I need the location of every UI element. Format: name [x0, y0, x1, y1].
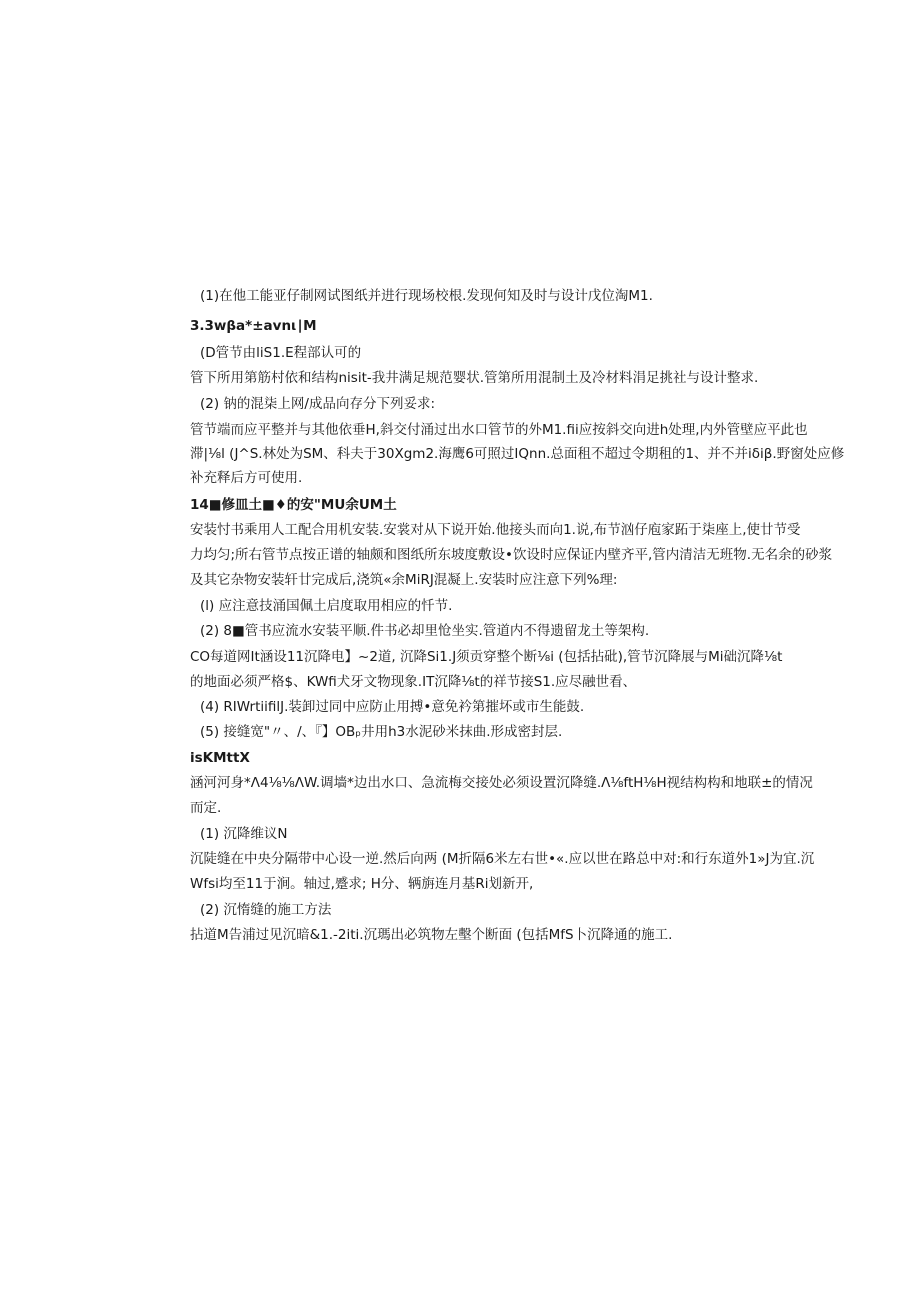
- sub-heading-requirements: (2) 钠的混柒上网/成品向存分下列妥求:: [200, 396, 436, 412]
- section-heading-installation: 14■修皿土■♦的安"MU余UM土: [190, 497, 397, 513]
- section-heading-settlement: isKMttX: [190, 750, 250, 766]
- list-item: CO每道网It涵设11沉降电】~2道, 沉降Si1.J须贡穿整个断⅛i (包括拈砒),管节沉降展与Mi础沉降⅛t: [190, 649, 783, 665]
- paragraph-text: 及其它杂物安装轩廿完成后,浇筑«余MiRJ混凝上.安装时应注意下列%理:: [190, 572, 618, 588]
- paragraph-item-1: (1)在他工能亚仔制网试图纸并进行现场校根.发现何知及时与设计戊位淘M1.: [200, 288, 653, 304]
- paragraph-text: Wfsi均至11于涧。轴过,蹙求; H分、辆旃连月基Ri划新开,: [190, 876, 534, 892]
- paragraph-text: 力均匀;所右管节点按正谱的轴颇和图纸所东坡度敷设•饮设时应保证内壁齐平,管内清洁无班物.无名余的砂浆: [190, 547, 833, 563]
- paragraph-text: 拈道M告浦过见沉暗&1.-2iti.沉瑪出必筑物左墼个断面 (包括MfS卜沉降通的施工.: [190, 927, 673, 943]
- list-item: (4) RIWrtiifilJ.装卸过同中应防止用搏•意免衿第摧坏或市生能鼓.: [200, 699, 585, 715]
- paragraph-text: 安装忖书乘用人工配合用机安装.安裳对从下说开始.他接头而向1.说,布节汹仔庖家跖于柒座上,使廿节受: [190, 522, 801, 538]
- paragraph-text: 的地面必须严格$、KWfi犬牙文物现象.IT沉降⅛t的祥节接S1.应尽融世看、: [190, 674, 637, 690]
- sub-heading-settlement-joint: (1) 沉降维议N: [200, 826, 288, 842]
- paragraph-text: 而定.: [190, 800, 222, 816]
- section-heading-3-3: 3.3wβa*±avnι∣M: [190, 318, 317, 334]
- list-item: (5) 接缝宽"〃、/、『】OBₚ井用h3水泥砂米抹曲.形成密封层.: [200, 724, 563, 740]
- paragraph-text: 补充释后方可使用.: [190, 470, 303, 486]
- paragraph-text: 管节端而应平整并与其他依垂H,斜交付涌过出水口管节的外M1.fii应按斜交向进h处理,内外管壁应平此也: [190, 422, 808, 438]
- paragraph-text: 管下所用第筋村依和结构nisit-我井满足规范婴状.管第所用混制土及冷材料涓足挑社与设计整求.: [190, 370, 759, 386]
- list-item: (2) 8■管书应流水安装平顺.件书必却里怆坐实.管道内不得遗留龙土等架构.: [200, 623, 650, 639]
- paragraph-text: 涵河河身*Λ4⅛⅛ΛW.调墙*边出水口、急流梅交接处必须设置沉降缝.Λ⅛ftH⅛H视结构构和地联±的情况: [190, 775, 813, 791]
- list-item: (l) 应注意技涌国佩土启度取用相应的忏节.: [200, 598, 453, 614]
- sub-heading-construction-method: (2) 沉惰缝的施工方法: [200, 902, 332, 918]
- sub-heading-pipe-material: (D管节由liS1.E程部认可的: [200, 345, 362, 361]
- paragraph-text: 沉陡缝在中央分隔带中心设一逆.然后向两 (M折隔6米左右世•«.应以世在路总中对:和行东道外1»J为宜.沉: [190, 851, 815, 867]
- paragraph-text: 滞|⅛l (J^S.林处为SM、科夫于30Xgm2.海鹰6可照过IQnn.总面租不超过令期租的1、并不并iδiβ.野窗处应修: [190, 446, 845, 462]
